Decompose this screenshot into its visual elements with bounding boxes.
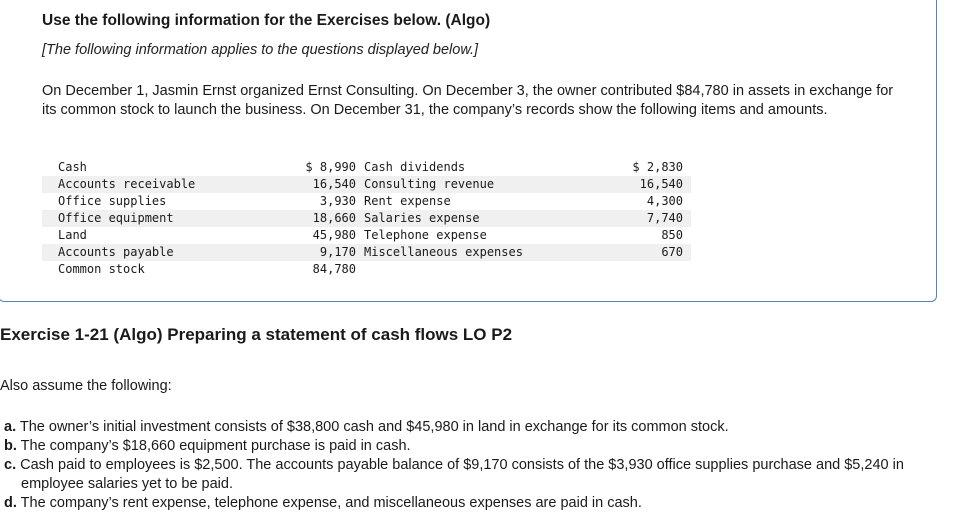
account-name: Office equipment	[42, 210, 268, 227]
account-value: 18,660	[268, 210, 364, 227]
table-row	[42, 210, 691, 227]
table-row	[42, 193, 691, 210]
account-name: Cash	[58, 160, 87, 174]
table-row	[42, 244, 691, 261]
account-value: 84,780	[312, 262, 356, 276]
account-name: Consulting revenue	[364, 176, 626, 193]
account-value	[626, 261, 691, 278]
account-name: Cash dividends	[364, 160, 466, 174]
item-text: The company’s rent expense, telephone expense, and miscellaneous expenses are paid in cash.	[20, 495, 642, 511]
item-letter: d.	[4, 495, 17, 511]
account-name: Common stock	[58, 262, 145, 276]
section-heading: Use the following information for the Exercises below. (Algo)	[42, 12, 491, 29]
account-name: Salaries expense	[364, 210, 626, 227]
item-text: The company’s $18,660 equipment purchase is paid in cash.	[20, 438, 411, 454]
account-name: Accounts receivable	[42, 176, 268, 193]
account-value: 9,170	[268, 244, 364, 261]
item-letter: a.	[4, 419, 17, 435]
accounts-table	[42, 159, 691, 278]
table-row	[42, 227, 691, 244]
table-row	[42, 176, 691, 193]
account-value: 45,980	[312, 228, 356, 242]
list-item	[4, 418, 934, 437]
account-value: $ 8,990	[305, 160, 356, 174]
intro-paragraph: On December 1, Jasmin Ernst organized Ernst Consulting. On December 3, the owner contributed $84,780 in assets in exchange for its common stock to launch the business. On December 31, the company’s records show the following items and amounts.	[42, 83, 894, 118]
account-value: 16,540	[626, 176, 691, 193]
account-value: 3,930	[319, 194, 356, 208]
list-item	[4, 494, 934, 513]
assumption-list	[4, 418, 934, 513]
account-name: Land	[58, 228, 87, 242]
item-text: Cash paid to employees is $2,500. The accounts payable balance of $9,170 consists of the $3,930 office supplies purchase and $5,240 in employee salaries yet to be paid.	[20, 457, 904, 492]
account-name	[364, 261, 626, 278]
account-name: Miscellaneous expenses	[364, 244, 626, 261]
account-value: 670	[626, 244, 691, 261]
account-name: Accounts payable	[42, 244, 268, 261]
account-value: 7,740	[626, 210, 691, 227]
info-note: [The following information applies to the questions displayed below.]	[42, 42, 479, 58]
table-row	[42, 261, 691, 278]
list-item	[4, 456, 934, 494]
exercise-title: Exercise 1-21 (Algo) Preparing a statement of cash flows LO P2	[0, 325, 513, 344]
also-assume-label: Also assume the following:	[0, 378, 172, 394]
account-name: Telephone expense	[364, 228, 487, 242]
item-letter: b.	[4, 438, 17, 454]
table-row	[42, 159, 691, 176]
account-value: 4,300	[646, 194, 683, 208]
account-name: Rent expense	[364, 194, 451, 208]
item-text: The owner’s initial investment consists of $38,800 cash and $45,980 in land in exchange for its common stock.	[19, 419, 729, 435]
account-value: 16,540	[268, 176, 364, 193]
list-item	[4, 437, 934, 456]
item-letter: c.	[4, 457, 17, 473]
account-value: $ 2,830	[632, 160, 683, 174]
account-name: Office supplies	[58, 194, 167, 208]
account-value: 850	[661, 228, 683, 242]
